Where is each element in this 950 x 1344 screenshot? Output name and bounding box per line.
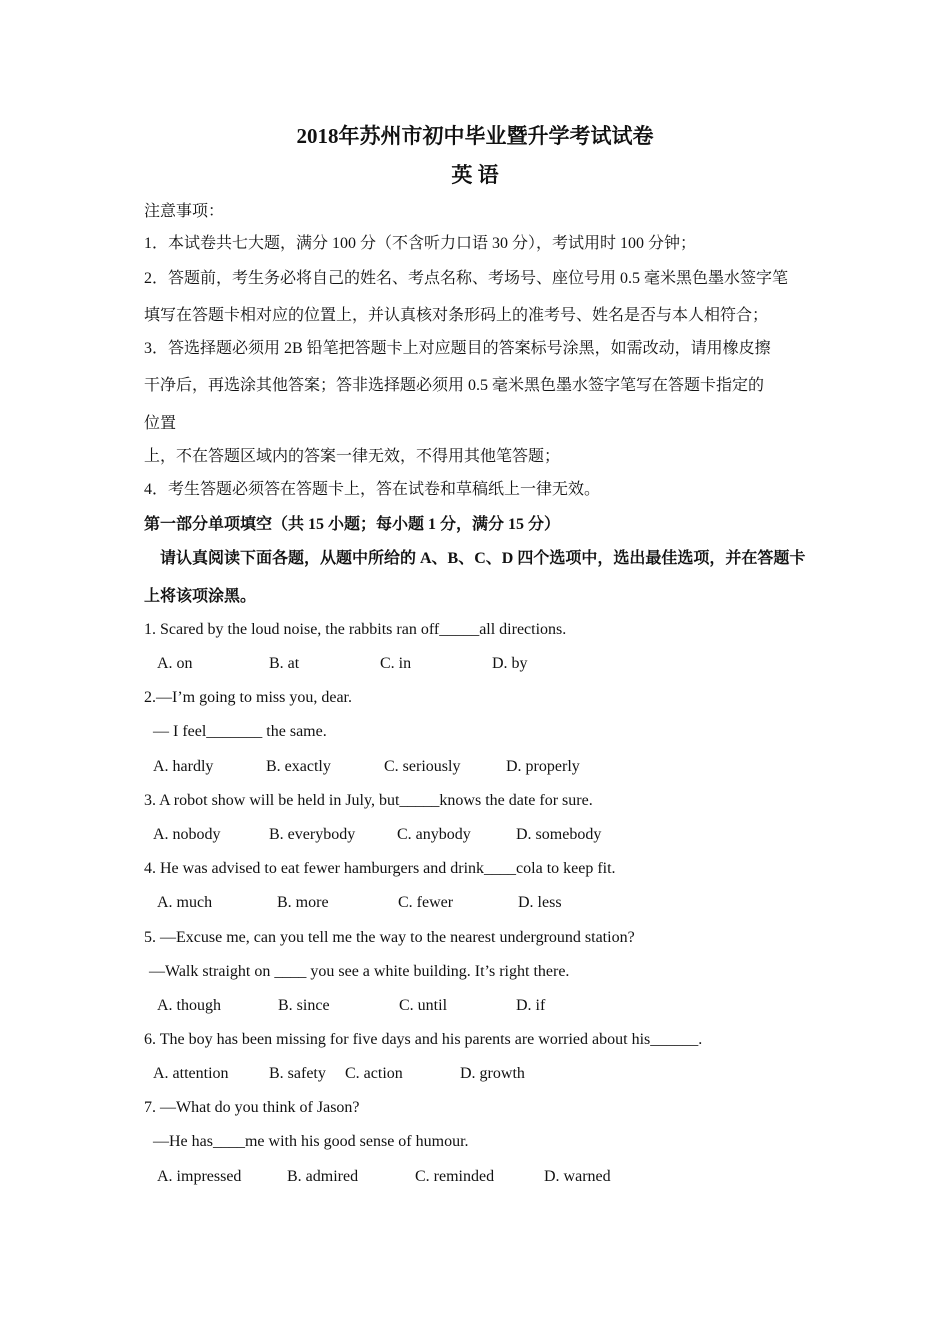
- question-stem: 7. —What do you think of Jason?: [144, 1099, 360, 1116]
- option-d: D. growth: [460, 1065, 525, 1082]
- option-d: D. warned: [544, 1168, 611, 1185]
- option-d: D. less: [518, 894, 562, 911]
- question-stem: 6. The boy has been missing for five days and his parents are worried about his______.: [144, 1031, 703, 1048]
- option-b: B. safety: [269, 1065, 326, 1082]
- question-reply: — I feel_______ the same.: [153, 723, 327, 740]
- notes-heading: 注意事项：: [144, 203, 225, 220]
- option-a: A. on: [157, 655, 193, 672]
- note-line: 2．答题前，考生务必将自己的姓名、考点名称、考场号、座位号用 0.5 毫米黑色墨水签字笔: [144, 270, 789, 287]
- option-c: C. action: [345, 1065, 403, 1082]
- option-b: B. everybody: [269, 826, 356, 843]
- section-heading: 第一部分单项填空（共 15 小题；每小题 1 分，满分 15 分）: [144, 516, 561, 533]
- note-line: 4．考生答题必须答在答题卡上，答在试卷和草稿纸上一律无效。: [144, 481, 601, 498]
- exam-title: 2018年苏州市初中毕业暨升学考试试卷: [296, 124, 654, 148]
- option-d: D. somebody: [516, 826, 602, 843]
- option-a: A. though: [157, 997, 221, 1014]
- section-instruction: 请认真阅读下面各题，从题中所给的 A、B、C、D 四个选项中，选出最佳选项，并在答题卡: [160, 550, 806, 567]
- option-d: D. if: [516, 997, 546, 1014]
- option-d: D. properly: [506, 758, 580, 775]
- option-a: A. impressed: [157, 1168, 242, 1185]
- option-c: C. until: [399, 997, 448, 1014]
- question-stem: 5. —Excuse me, can you tell me the way to the nearest underground station?: [144, 929, 635, 946]
- option-c: C. seriously: [384, 758, 461, 775]
- option-a: A. attention: [153, 1065, 229, 1082]
- note-line: 1．本试卷共七大题，满分 100 分（不含听力口语 30 分），考试用时 100 分钟；: [144, 235, 697, 252]
- note-line: 干净后，再选涂其他答案；答非选择题必须用 0.5 毫米黑色墨水签字笔写在答题卡指定的: [144, 377, 765, 394]
- question-stem: 2.—I’m going to miss you, dear.: [144, 689, 352, 706]
- option-d: D. by: [492, 655, 528, 672]
- option-b: B. more: [277, 894, 329, 911]
- option-b: B. admired: [287, 1168, 359, 1185]
- note-line: 上，不在答题区域内的答案一律无效，不得用其他笔答题；: [144, 448, 561, 465]
- question-stem: 1. Scared by the loud noise, the rabbits ran off_____all directions.: [144, 621, 567, 638]
- option-c: C. reminded: [415, 1168, 495, 1185]
- note-line: 填写在答题卡相对应的位置上，并认真核对条形码上的准考号、姓名是否与本人相符合；: [144, 307, 769, 324]
- note-line: 3．答选择题必须用 2B 铅笔把答题卡上对应题目的答案标号涂黑，如需改动，请用橡皮擦: [144, 340, 771, 357]
- option-a: A. hardly: [153, 758, 214, 775]
- section-instruction: 上将该项涂黑。: [144, 588, 257, 605]
- option-c: C. anybody: [397, 826, 471, 843]
- question-reply: —Walk straight on ____ you see a white building. It’s right there.: [149, 963, 570, 980]
- subject-title: 英 语: [451, 163, 499, 187]
- question-stem: 4. He was advised to eat fewer hamburgers and drink____cola to keep fit.: [144, 860, 616, 877]
- option-a: A. nobody: [153, 826, 221, 843]
- option-b: B. exactly: [266, 758, 331, 775]
- option-b: B. since: [278, 997, 330, 1014]
- note-line: 位置: [144, 415, 177, 432]
- option-c: C. fewer: [398, 894, 454, 911]
- option-b: B. at: [269, 655, 300, 672]
- question-reply: —He has____me with his good sense of humour.: [153, 1133, 469, 1150]
- option-a: A. much: [157, 894, 213, 911]
- option-c: C. in: [380, 655, 412, 672]
- question-stem: 3. A robot show will be held in July, but_____knows the date for sure.: [144, 792, 593, 809]
